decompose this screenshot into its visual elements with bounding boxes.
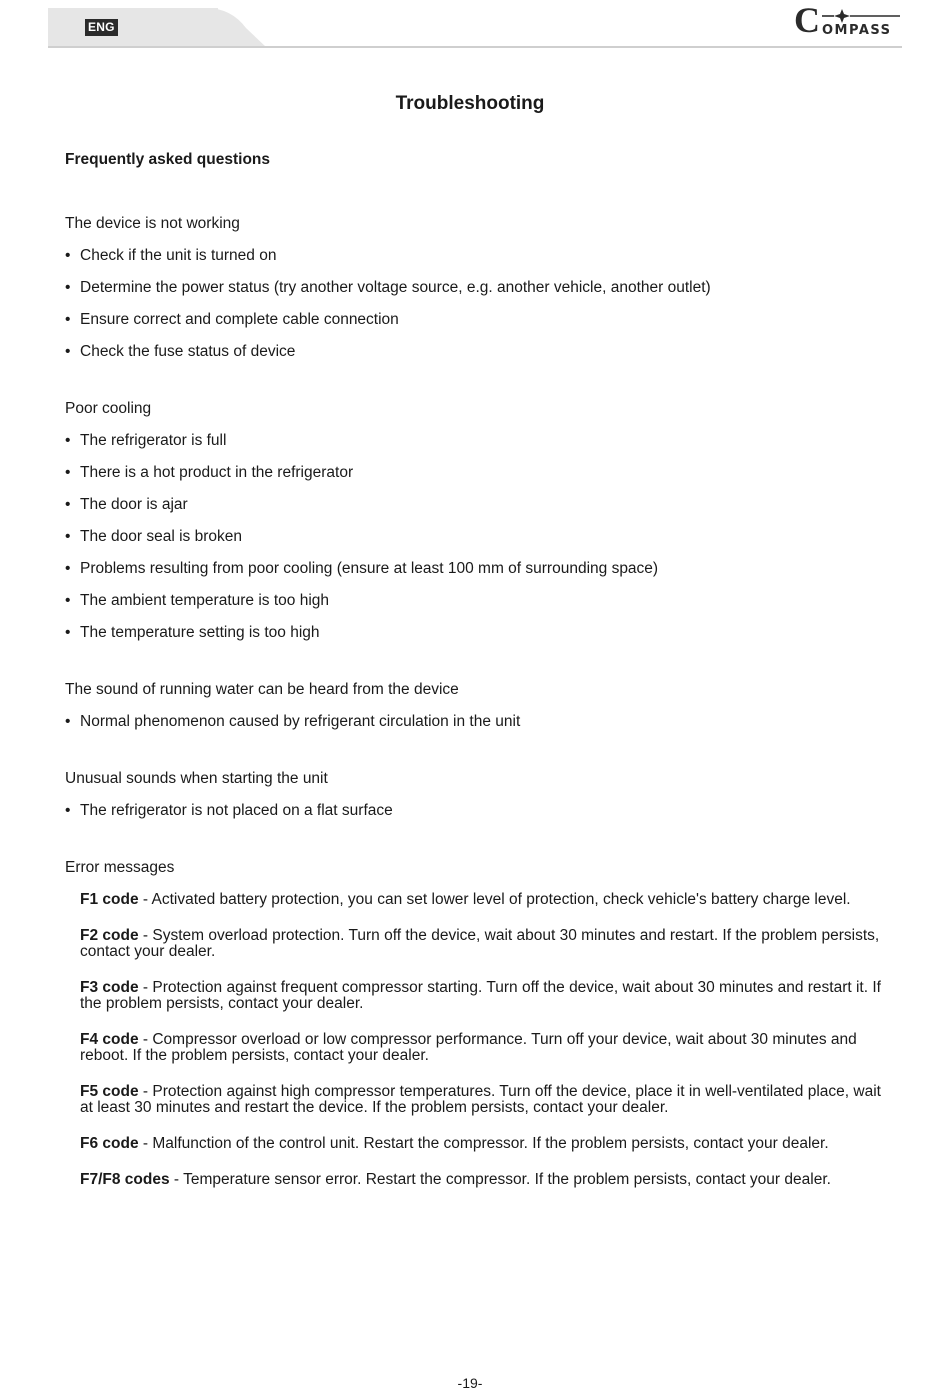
content: [65, 212, 895, 1221]
list-item: • Normal phenomenon caused by refrigerant circulation in the unit: [65, 710, 895, 734]
error-item: [80, 888, 895, 908]
list-item: • Check the fuse status of device: [65, 340, 895, 364]
error-item: [80, 1028, 895, 1064]
page-title: Troubleshooting: [395, 93, 545, 114]
faq-heading: Frequently asked questions: [65, 151, 270, 168]
list-item: • The ambient temperature is too high: [65, 589, 895, 613]
bullet-list: [65, 429, 895, 645]
page-header: [48, 0, 902, 48]
error-item: [80, 1080, 895, 1116]
section-title: The device is not working: [65, 215, 240, 232]
section-title: The sound of running water can be heard from the device: [65, 681, 459, 698]
faq-section: [65, 767, 895, 823]
list-item: • The door seal is broken: [65, 525, 895, 549]
faq-section: [65, 212, 895, 364]
error-description: - Activated battery protection, you can set lower level of protection, check vehicle's battery charge level.: [138, 891, 851, 908]
bullet-list: [65, 710, 895, 734]
compass-star-icon: [814, 9, 900, 23]
page-number: -19-: [457, 1375, 483, 1391]
error-description: - Malfunction of the control unit. Restart the compressor. If the problem persists, contact your dealer.: [138, 1135, 829, 1152]
error-code: F5 code: [80, 1083, 139, 1100]
header-tab-curve: [176, 8, 266, 47]
logo-initial: C: [794, 0, 820, 40]
faq-section: [65, 397, 895, 645]
section-title: Unusual sounds when starting the unit: [65, 770, 328, 787]
list-item: • Problems resulting from poor cooling (ensure at least 100 mm of surrounding space): [65, 557, 895, 581]
list-item: • Ensure correct and complete cable connection: [65, 308, 895, 332]
error-item: [80, 1168, 895, 1188]
error-item: [80, 1132, 895, 1152]
section-title: Error messages: [65, 859, 175, 876]
list-item: • Determine the power status (try another voltage source, e.g. another vehicle, another outlet): [65, 276, 895, 300]
error-code: F7/F8 codes: [80, 1171, 170, 1188]
header-rule: [48, 46, 902, 48]
error-description: - System overload protection. Turn off the device, wait about 30 minutes and restart. If the problem persists, contact your dealer.: [80, 927, 880, 960]
error-list: [80, 888, 895, 1188]
list-item: • The door is ajar: [65, 493, 895, 517]
error-description: - Protection against frequent compressor starting. Turn off the device, wait about 30 minutes and restart it. If the problem persists, contact your dealer.: [80, 979, 881, 1012]
error-description: - Protection against high compressor temperatures. Turn off the device, place it in well-ventilated place, wait at least 30 minutes and restart the device. If the problem persists, contact your dealer.: [80, 1083, 881, 1116]
error-code: F3 code: [80, 979, 139, 996]
error-code: F6 code: [80, 1135, 139, 1152]
logo-wordmark: OMPASS: [822, 23, 892, 38]
error-code: F4 code: [80, 1031, 139, 1048]
faq-sections: [65, 212, 895, 823]
error-item: [80, 924, 895, 960]
error-code: F2 code: [80, 927, 139, 944]
list-item: • The temperature setting is too high: [65, 621, 895, 645]
error-messages-section: [65, 856, 895, 1188]
language-badge: ENG: [85, 19, 118, 36]
error-item: [80, 976, 895, 1012]
error-description: - Compressor overload or low compressor performance. Turn off your device, wait about 30 minutes and reboot. If the problem persists, contact your dealer.: [80, 1031, 857, 1064]
list-item: • Check if the unit is turned on: [65, 244, 895, 268]
compass-logo: [794, 0, 902, 42]
list-item: • The refrigerator is not placed on a flat surface: [65, 799, 895, 823]
faq-section: [65, 678, 895, 734]
bullet-list: [65, 799, 895, 823]
list-item: • The refrigerator is full: [65, 429, 895, 453]
bullet-list: [65, 244, 895, 364]
section-title: Poor cooling: [65, 400, 152, 417]
list-item: • There is a hot product in the refrigerator: [65, 461, 895, 485]
error-description: - Temperature sensor error. Restart the compressor. If the problem persists, contact your dealer.: [169, 1171, 831, 1188]
error-code: F1 code: [80, 891, 139, 908]
